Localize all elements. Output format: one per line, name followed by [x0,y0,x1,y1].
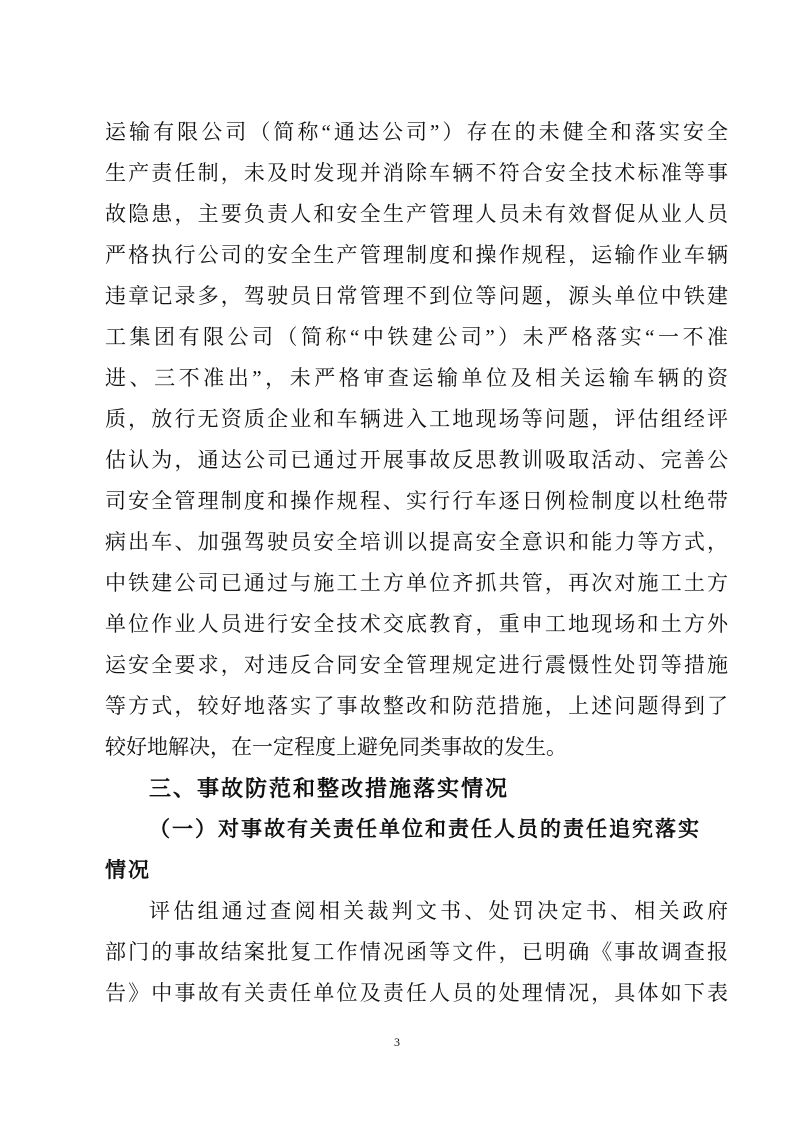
body-line: 严格执行公司的安全生产管理制度和操作规程，运输作业车辆 [105,243,728,267]
body-line: 故隐患，主要负责人和安全生产管理人员未有效督促从业人员 [105,202,728,226]
body-line: 单位作业人员进行安全技术交底教育，重申工地现场和土方外 [105,612,728,636]
body-line: 部门的事故结案批复工作情况函等文件，已明确《事故调查报 [105,940,728,964]
body-line: 病出车、加强驾驶员安全培训以提高安全意识和能力等方式， [105,530,728,554]
body-line: 运安全要求，对违反合同安全管理规定进行震慑性处罚等措施 [105,653,728,677]
body-line: 司安全管理制度和操作规程、实行行车逐日例检制度以杜绝带 [105,489,728,513]
body-line: 中铁建公司已通过与施工土方单位齐抓共管，再次对施工土方 [105,571,728,595]
body-line: 运输有限公司（简称“通达公司”）存在的未健全和落实安全 [105,120,728,144]
body-line: 进、三不准出”，未严格审查运输单位及相关运输车辆的资 [105,366,728,390]
body-line: 质，放行无资质企业和车辆进入工地现场等问题，评估组经评 [105,407,728,431]
body-line: 较好地解决，在一定程度上避免同类事故的发生。 [105,735,567,759]
body-line: 评估组通过查阅相关裁判文书、处罚决定书、相关政府 [149,899,728,923]
document-body [105,112,728,1014]
body-line: 工集团有限公司（简称“中铁建公司”）未严格落实“一不准 [105,325,728,349]
body-line: 估认为，通达公司已通过开展事故反思教训吸取活动、完善公 [105,448,728,472]
section-heading: 三、事故防范和整改措施落实情况 [149,776,510,801]
body-line: 生产责任制，未及时发现并消除车辆不符合安全技术标准等事 [105,161,728,185]
page-number: 3 [394,1035,400,1049]
body-line: 告》中事故有关责任单位及责任人员的处理情况，具体如下表 [105,981,728,1005]
subsection-heading-line1: （一）对事故有关责任单位和责任人员的责任追究落实 [149,817,701,841]
subsection-heading-line2: 情况 [105,858,151,882]
body-line: 等方式，较好地落实了事故整改和防范措施，上述问题得到了 [105,694,728,718]
body-line: 违章记录多，驾驶员日常管理不到位等问题，源头单位中铁建 [105,284,728,308]
